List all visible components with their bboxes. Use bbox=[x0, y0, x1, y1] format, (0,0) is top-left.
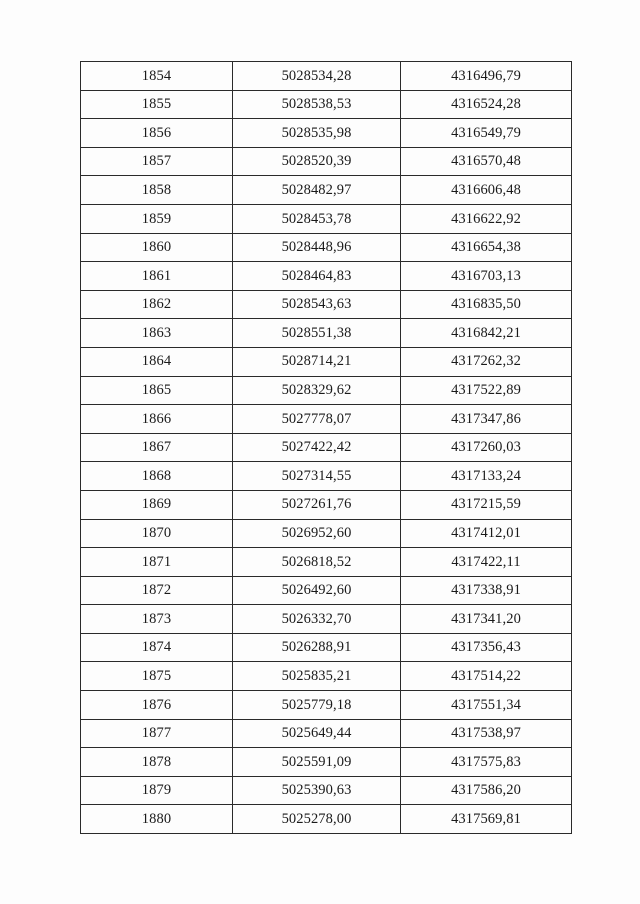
y-coordinate-cell: 4316549,79 bbox=[401, 119, 572, 148]
table-row bbox=[81, 176, 572, 205]
y-coordinate-cell: 4317338,91 bbox=[401, 576, 572, 605]
x-coordinate-cell: 5027422,42 bbox=[233, 433, 401, 462]
x-coordinate-cell: 5025278,00 bbox=[233, 805, 401, 834]
x-coordinate-cell: 5028534,28 bbox=[233, 62, 401, 91]
x-coordinate-cell: 5027261,76 bbox=[233, 490, 401, 519]
x-coordinate-cell: 5028535,98 bbox=[233, 119, 401, 148]
point-number-cell: 1865 bbox=[81, 376, 233, 405]
table-row bbox=[81, 776, 572, 805]
point-number-cell: 1879 bbox=[81, 776, 233, 805]
x-coordinate-cell: 5028714,21 bbox=[233, 347, 401, 376]
x-coordinate-cell: 5028538,53 bbox=[233, 90, 401, 119]
y-coordinate-cell: 4317422,11 bbox=[401, 548, 572, 577]
y-coordinate-cell: 4317215,59 bbox=[401, 490, 572, 519]
table-row bbox=[81, 90, 572, 119]
table-row bbox=[81, 347, 572, 376]
table-row bbox=[81, 490, 572, 519]
point-number-cell: 1877 bbox=[81, 719, 233, 748]
coordinates-table bbox=[80, 61, 572, 834]
x-coordinate-cell: 5027314,55 bbox=[233, 462, 401, 491]
y-coordinate-cell: 4317262,32 bbox=[401, 347, 572, 376]
x-coordinate-cell: 5026492,60 bbox=[233, 576, 401, 605]
table-row bbox=[81, 433, 572, 462]
x-coordinate-cell: 5025390,63 bbox=[233, 776, 401, 805]
point-number-cell: 1855 bbox=[81, 90, 233, 119]
coordinates-table-body bbox=[81, 62, 572, 834]
table-row bbox=[81, 319, 572, 348]
table-row bbox=[81, 748, 572, 777]
y-coordinate-cell: 4317412,01 bbox=[401, 519, 572, 548]
table-row bbox=[81, 548, 572, 577]
point-number-cell: 1858 bbox=[81, 176, 233, 205]
y-coordinate-cell: 4317347,86 bbox=[401, 405, 572, 434]
table-row bbox=[81, 233, 572, 262]
y-coordinate-cell: 4317133,24 bbox=[401, 462, 572, 491]
x-coordinate-cell: 5028543,63 bbox=[233, 290, 401, 319]
y-coordinate-cell: 4317551,34 bbox=[401, 691, 572, 720]
y-coordinate-cell: 4316570,48 bbox=[401, 147, 572, 176]
point-number-cell: 1871 bbox=[81, 548, 233, 577]
x-coordinate-cell: 5028482,97 bbox=[233, 176, 401, 205]
y-coordinate-cell: 4316622,92 bbox=[401, 204, 572, 233]
x-coordinate-cell: 5028453,78 bbox=[233, 204, 401, 233]
y-coordinate-cell: 4317586,20 bbox=[401, 776, 572, 805]
y-coordinate-cell: 4316654,38 bbox=[401, 233, 572, 262]
point-number-cell: 1875 bbox=[81, 662, 233, 691]
x-coordinate-cell: 5025649,44 bbox=[233, 719, 401, 748]
point-number-cell: 1857 bbox=[81, 147, 233, 176]
x-coordinate-cell: 5028551,38 bbox=[233, 319, 401, 348]
table-row bbox=[81, 376, 572, 405]
y-coordinate-cell: 4317341,20 bbox=[401, 605, 572, 634]
point-number-cell: 1854 bbox=[81, 62, 233, 91]
point-number-cell: 1876 bbox=[81, 691, 233, 720]
x-coordinate-cell: 5028329,62 bbox=[233, 376, 401, 405]
point-number-cell: 1859 bbox=[81, 204, 233, 233]
x-coordinate-cell: 5025835,21 bbox=[233, 662, 401, 691]
table-row bbox=[81, 519, 572, 548]
point-number-cell: 1869 bbox=[81, 490, 233, 519]
point-number-cell: 1868 bbox=[81, 462, 233, 491]
point-number-cell: 1866 bbox=[81, 405, 233, 434]
y-coordinate-cell: 4316524,28 bbox=[401, 90, 572, 119]
point-number-cell: 1874 bbox=[81, 633, 233, 662]
x-coordinate-cell: 5026818,52 bbox=[233, 548, 401, 577]
point-number-cell: 1856 bbox=[81, 119, 233, 148]
y-coordinate-cell: 4316842,21 bbox=[401, 319, 572, 348]
table-row bbox=[81, 633, 572, 662]
y-coordinate-cell: 4317522,89 bbox=[401, 376, 572, 405]
table-row bbox=[81, 691, 572, 720]
table-row bbox=[81, 576, 572, 605]
y-coordinate-cell: 4316496,79 bbox=[401, 62, 572, 91]
x-coordinate-cell: 5028520,39 bbox=[233, 147, 401, 176]
y-coordinate-cell: 4316703,13 bbox=[401, 262, 572, 291]
table-row bbox=[81, 405, 572, 434]
table-row bbox=[81, 62, 572, 91]
point-number-cell: 1870 bbox=[81, 519, 233, 548]
x-coordinate-cell: 5025591,09 bbox=[233, 748, 401, 777]
x-coordinate-cell: 5028448,96 bbox=[233, 233, 401, 262]
point-number-cell: 1862 bbox=[81, 290, 233, 319]
point-number-cell: 1861 bbox=[81, 262, 233, 291]
table-row bbox=[81, 204, 572, 233]
point-number-cell: 1873 bbox=[81, 605, 233, 634]
table-row bbox=[81, 662, 572, 691]
x-coordinate-cell: 5028464,83 bbox=[233, 262, 401, 291]
point-number-cell: 1863 bbox=[81, 319, 233, 348]
y-coordinate-cell: 4317575,83 bbox=[401, 748, 572, 777]
table-row bbox=[81, 719, 572, 748]
y-coordinate-cell: 4317538,97 bbox=[401, 719, 572, 748]
table-row bbox=[81, 147, 572, 176]
y-coordinate-cell: 4317569,81 bbox=[401, 805, 572, 834]
table-row bbox=[81, 119, 572, 148]
y-coordinate-cell: 4317514,22 bbox=[401, 662, 572, 691]
y-coordinate-cell: 4317260,03 bbox=[401, 433, 572, 462]
y-coordinate-cell: 4316606,48 bbox=[401, 176, 572, 205]
x-coordinate-cell: 5026952,60 bbox=[233, 519, 401, 548]
y-coordinate-cell: 4316835,50 bbox=[401, 290, 572, 319]
x-coordinate-cell: 5026332,70 bbox=[233, 605, 401, 634]
table-row bbox=[81, 290, 572, 319]
table-row bbox=[81, 462, 572, 491]
point-number-cell: 1872 bbox=[81, 576, 233, 605]
point-number-cell: 1878 bbox=[81, 748, 233, 777]
point-number-cell: 1860 bbox=[81, 233, 233, 262]
y-coordinate-cell: 4317356,43 bbox=[401, 633, 572, 662]
x-coordinate-cell: 5026288,91 bbox=[233, 633, 401, 662]
point-number-cell: 1864 bbox=[81, 347, 233, 376]
table-row bbox=[81, 605, 572, 634]
x-coordinate-cell: 5027778,07 bbox=[233, 405, 401, 434]
table-row bbox=[81, 805, 572, 834]
point-number-cell: 1867 bbox=[81, 433, 233, 462]
point-number-cell: 1880 bbox=[81, 805, 233, 834]
x-coordinate-cell: 5025779,18 bbox=[233, 691, 401, 720]
table-row bbox=[81, 262, 572, 291]
